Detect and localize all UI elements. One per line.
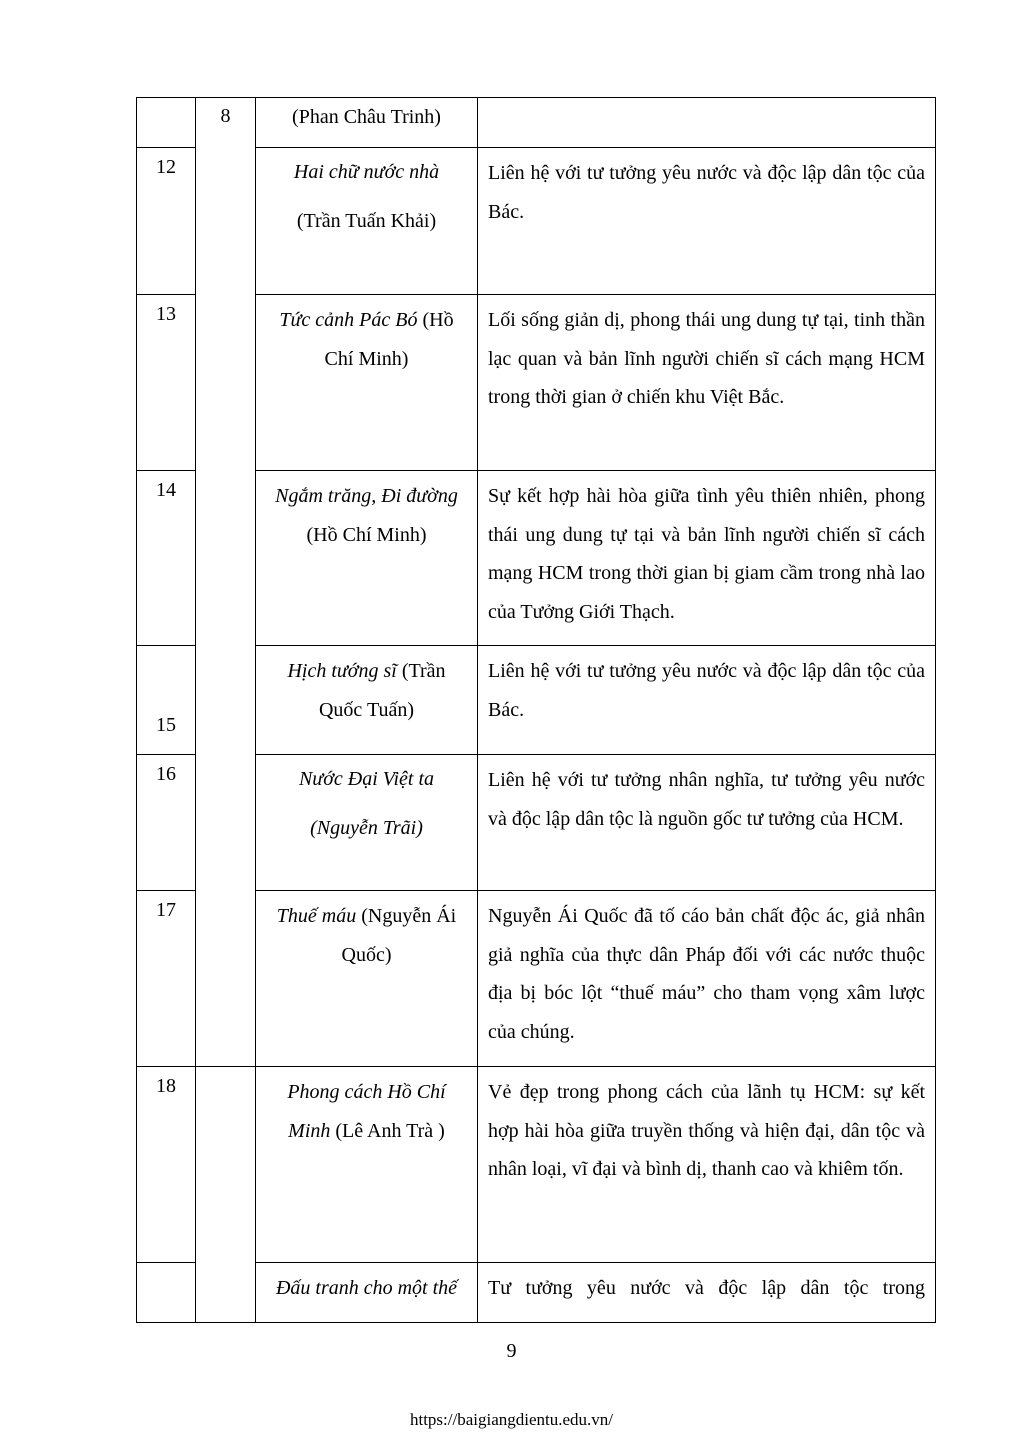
content-table <box>136 97 936 1323</box>
table-row <box>137 891 936 1067</box>
footer-url: https://baigiangdientu.edu.vn/ <box>409 1410 614 1429</box>
description-cell: Vẻ đẹp trong phong cách của lãnh tụ HCM: sự kết hợp hài hòa giữa truyền thống và hiện đại, dân tộc và nhân loại, vĩ đại và bình dị, thanh cao và khiêm tốn. <box>478 1067 936 1263</box>
work-title-cell: Phong cách Hồ Chí Minh (Lê Anh Trà ) <box>256 1067 478 1263</box>
description-cell: Nguyễn Ái Quốc đã tố cáo bản chất độc ác, giả nhân giả nghĩa của thực dân Pháp đối với các nước thuộc địa bị bóc lột “thuế máu” cho tham vọng xâm lược của chúng. <box>478 891 936 1067</box>
description-cell: Lối sống giản dị, phong thái ung dung tự tại, tinh thần lạc quan và bản lĩnh người chiến sĩ cách mạng HCM trong thời gian ở chiến khu Việt Bắc. <box>478 295 936 471</box>
row-number-cell: 13 <box>137 295 196 471</box>
description-cell: Liên hệ với tư tưởng yêu nước và độc lập dân tộc của Bác. <box>478 646 936 755</box>
grade-cell: 8 <box>196 98 256 1067</box>
work-title-cell: Ngắm trăng, Đi đường (Hồ Chí Minh) <box>256 471 478 646</box>
row-number-cell: 14 <box>137 471 196 646</box>
row-number-cell: 15 <box>137 646 196 755</box>
work-title-cell: (Phan Châu Trinh) <box>256 98 478 148</box>
row-number-cell <box>137 98 196 148</box>
table-row <box>137 471 936 646</box>
row-number-cell <box>137 1263 196 1323</box>
description-cell: Sự kết hợp hài hòa giữa tình yêu thiên nhiên, phong thái ung dung tự tại và bản lĩnh người chiến sĩ cách mạng HCM trong thời gian bị giam cầm trong nhà lao của Tưởng Giới Thạch. <box>478 471 936 646</box>
work-title-cell: Đấu tranh cho một thế <box>256 1263 478 1323</box>
work-title-cell: Nước Đại Việt ta (Nguyễn Trãi) <box>256 755 478 891</box>
grade-cell-empty <box>196 1067 256 1323</box>
table-row <box>137 98 936 148</box>
table-row <box>137 295 936 471</box>
table-row <box>137 1263 936 1323</box>
row-number-cell: 12 <box>137 148 196 295</box>
table-row <box>137 755 936 891</box>
work-title-cell: Hai chữ nước nhà (Trần Tuấn Khải) <box>256 148 478 295</box>
table-row <box>137 646 936 755</box>
row-number-cell: 18 <box>137 1067 196 1263</box>
description-cell: Liên hệ với tư tưởng nhân nghĩa, tư tưởng yêu nước và độc lập dân tộc là nguồn gốc tư tưởng của HCM. <box>478 755 936 891</box>
row-number-cell: 16 <box>137 755 196 891</box>
description-cell <box>478 98 936 148</box>
page-number: 9 <box>506 1340 517 1362</box>
description-cell: Liên hệ với tư tưởng yêu nước và độc lập dân tộc của Bác. <box>478 148 936 295</box>
work-title-cell: Thuế máu (Nguyễn Ái Quốc) <box>256 891 478 1067</box>
description-cell: Tư tưởng yêu nước và độc lập dân tộc trong <box>478 1263 936 1323</box>
row-number-cell: 17 <box>137 891 196 1067</box>
work-title-cell: Hịch tướng sĩ (Trần Quốc Tuấn) <box>256 646 478 755</box>
work-title-cell: Tức cảnh Pác Bó (Hồ Chí Minh) <box>256 295 478 471</box>
table-row <box>137 1067 936 1263</box>
table-row <box>137 148 936 295</box>
